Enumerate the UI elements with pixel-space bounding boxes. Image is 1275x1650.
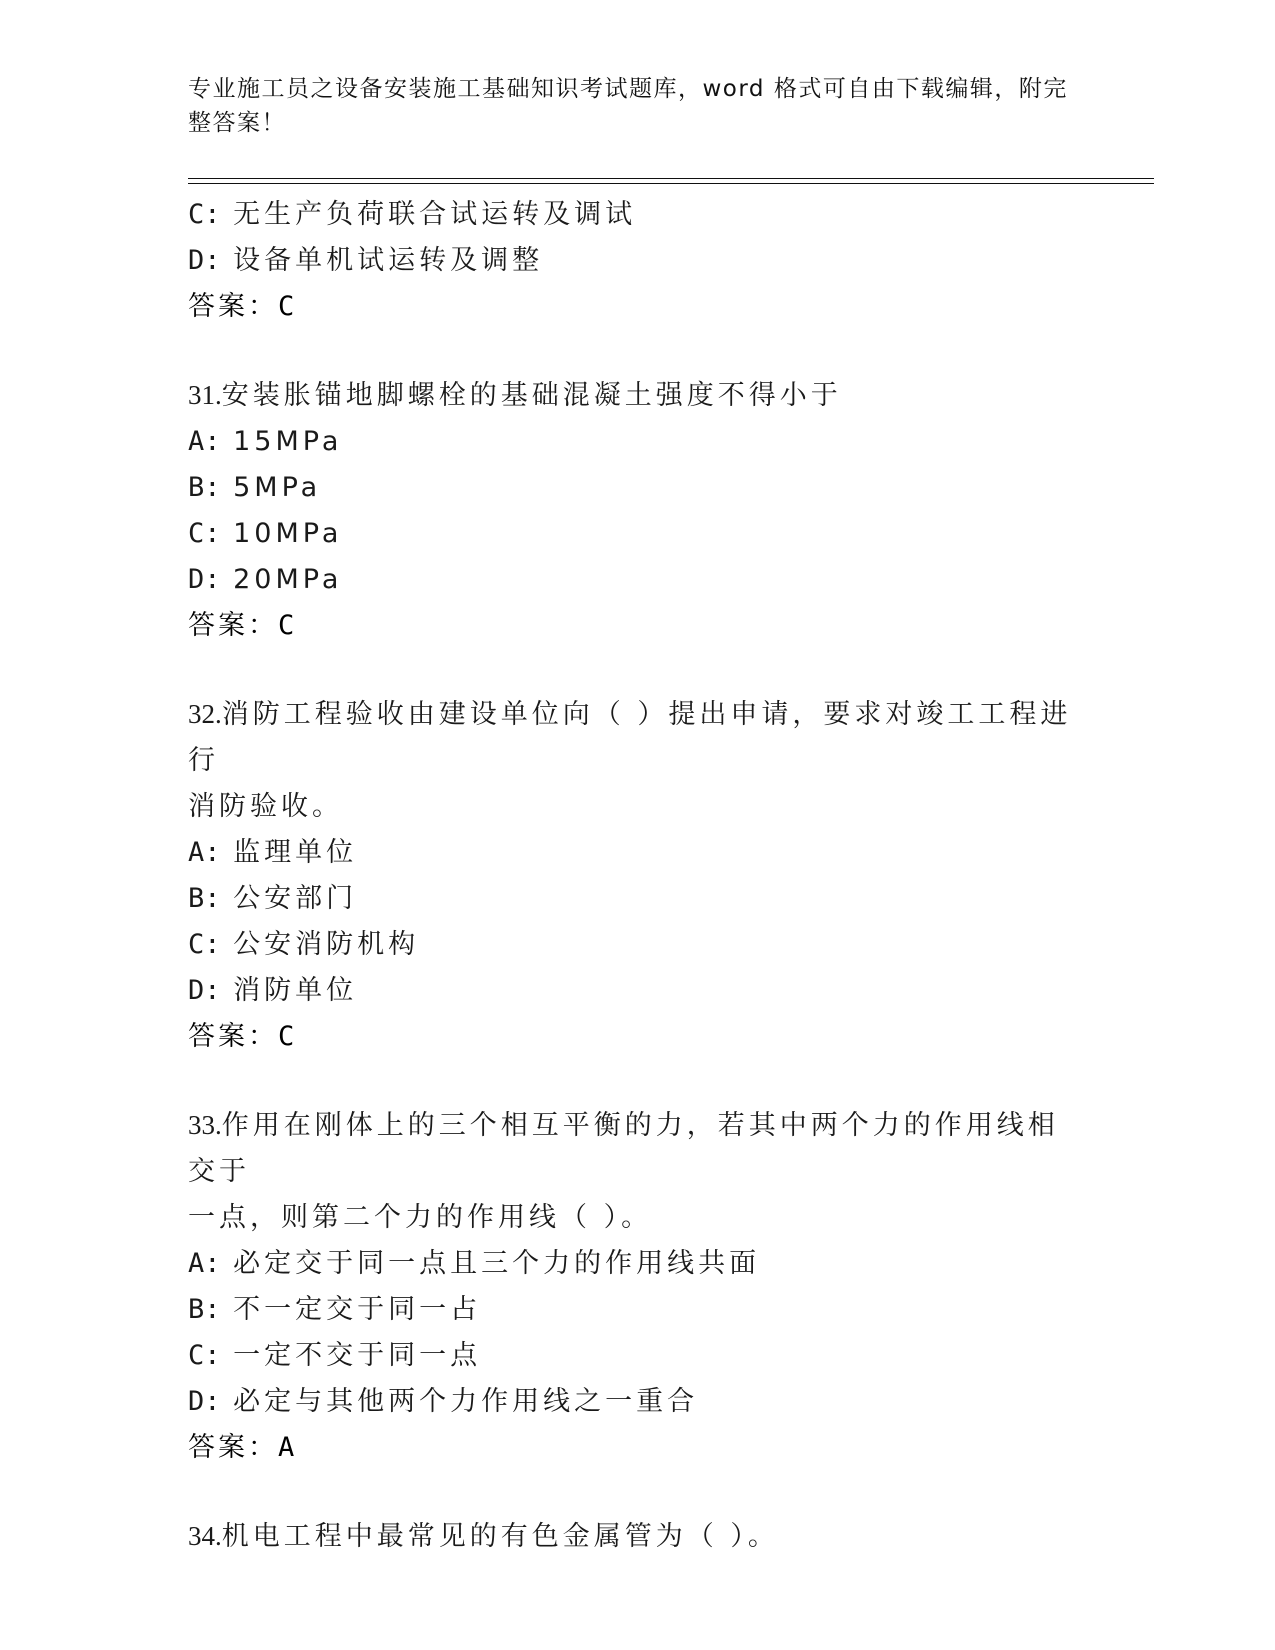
option-letter: C: — [188, 199, 221, 230]
option-d — [188, 968, 1088, 1014]
option-letter: A: — [188, 1248, 221, 1279]
option-text: 不一定交于同一占 — [233, 1294, 482, 1325]
option-text: 必定与其他两个力作用线之一重合 — [233, 1386, 699, 1417]
option-a — [188, 830, 1088, 876]
option-text: 5MPa — [233, 472, 322, 503]
option-text: 公安消防机构 — [233, 929, 420, 960]
option-text: 10MPa — [233, 518, 343, 549]
option-letter: B: — [188, 1294, 221, 1325]
question-stem — [188, 372, 1088, 419]
option-text: 15MPa — [233, 426, 343, 457]
option-c — [188, 1333, 1088, 1379]
question-stem-line-2: 一点，则第二个力的作用线（ ）。 — [188, 1202, 653, 1233]
question-stem — [188, 1102, 1088, 1195]
question-number: 31. — [188, 380, 222, 410]
option-text: 公安部门 — [233, 883, 358, 914]
option-b — [188, 465, 1088, 511]
option-text: 消防单位 — [233, 975, 358, 1006]
option-d — [188, 1379, 1088, 1425]
header-title-line-1: 专业施工员之设备安装施工基础知识考试题库，word 格式可自由下载编辑，附完 — [188, 76, 1068, 102]
option-b — [188, 876, 1088, 922]
option-text: 20MPa — [233, 564, 343, 595]
question-block-32 — [188, 691, 1088, 1060]
question-stem-line-2: 消防验收。 — [188, 791, 343, 822]
question-number: 34. — [188, 1521, 222, 1551]
question-stem-line-1: 安装胀锚地脚螺栓的基础混凝土强度不得小于 — [221, 380, 842, 411]
option-c — [188, 511, 1088, 557]
option-c — [188, 192, 1088, 238]
question-stem — [188, 691, 1088, 784]
option-text: 设备单机试运转及调整 — [233, 245, 544, 276]
option-text: 必定交于同一点且三个力的作用线共面 — [233, 1248, 761, 1279]
option-letter: C: — [188, 518, 221, 549]
answer-line: 答案：C — [188, 1021, 298, 1052]
option-b — [188, 1287, 1088, 1333]
option-letter: D: — [188, 564, 221, 595]
option-letter: D: — [188, 1386, 221, 1417]
option-text: 一定不交于同一点 — [233, 1340, 482, 1371]
question-block-34 — [188, 1513, 1088, 1560]
header-title-line-2: 整答案！ — [188, 110, 286, 136]
header-divider-bottom — [188, 183, 1154, 184]
document-header — [188, 72, 1088, 140]
option-d — [188, 557, 1088, 603]
answer-line: 答案：C — [188, 291, 298, 322]
option-letter: D: — [188, 975, 221, 1006]
option-letter: A: — [188, 426, 221, 457]
option-letter: B: — [188, 883, 221, 914]
question-block-previous — [188, 192, 1088, 330]
question-stem-line-1: 机电工程中最常见的有色金属管为（ ）。 — [221, 1521, 779, 1552]
option-letter: D: — [188, 245, 221, 276]
question-stem-line-1: 作用在刚体上的三个相互平衡的力，若其中两个力的作用线相交于 — [188, 1110, 1059, 1187]
question-number: 33. — [188, 1110, 222, 1140]
option-letter: A: — [188, 837, 221, 868]
option-letter: C: — [188, 1340, 221, 1371]
option-text: 无生产负荷联合试运转及调试 — [233, 199, 637, 230]
option-d — [188, 238, 1088, 284]
question-stem-line-1: 消防工程验收由建设单位向（ ）提出申请，要求对竣工工程进行 — [188, 699, 1072, 776]
option-c — [188, 922, 1088, 968]
question-block-31 — [188, 372, 1088, 649]
option-letter: C: — [188, 929, 221, 960]
answer-line: 答案：A — [188, 1432, 298, 1463]
option-letter: B: — [188, 472, 221, 503]
option-a — [188, 419, 1088, 465]
header-divider-top — [188, 178, 1154, 179]
option-a — [188, 1241, 1088, 1287]
question-number: 32. — [188, 699, 222, 729]
question-block-33 — [188, 1102, 1088, 1471]
answer-line: 答案：C — [188, 610, 298, 641]
question-stem — [188, 1513, 1088, 1560]
option-text: 监理单位 — [233, 837, 358, 868]
question-list — [188, 192, 1088, 1560]
